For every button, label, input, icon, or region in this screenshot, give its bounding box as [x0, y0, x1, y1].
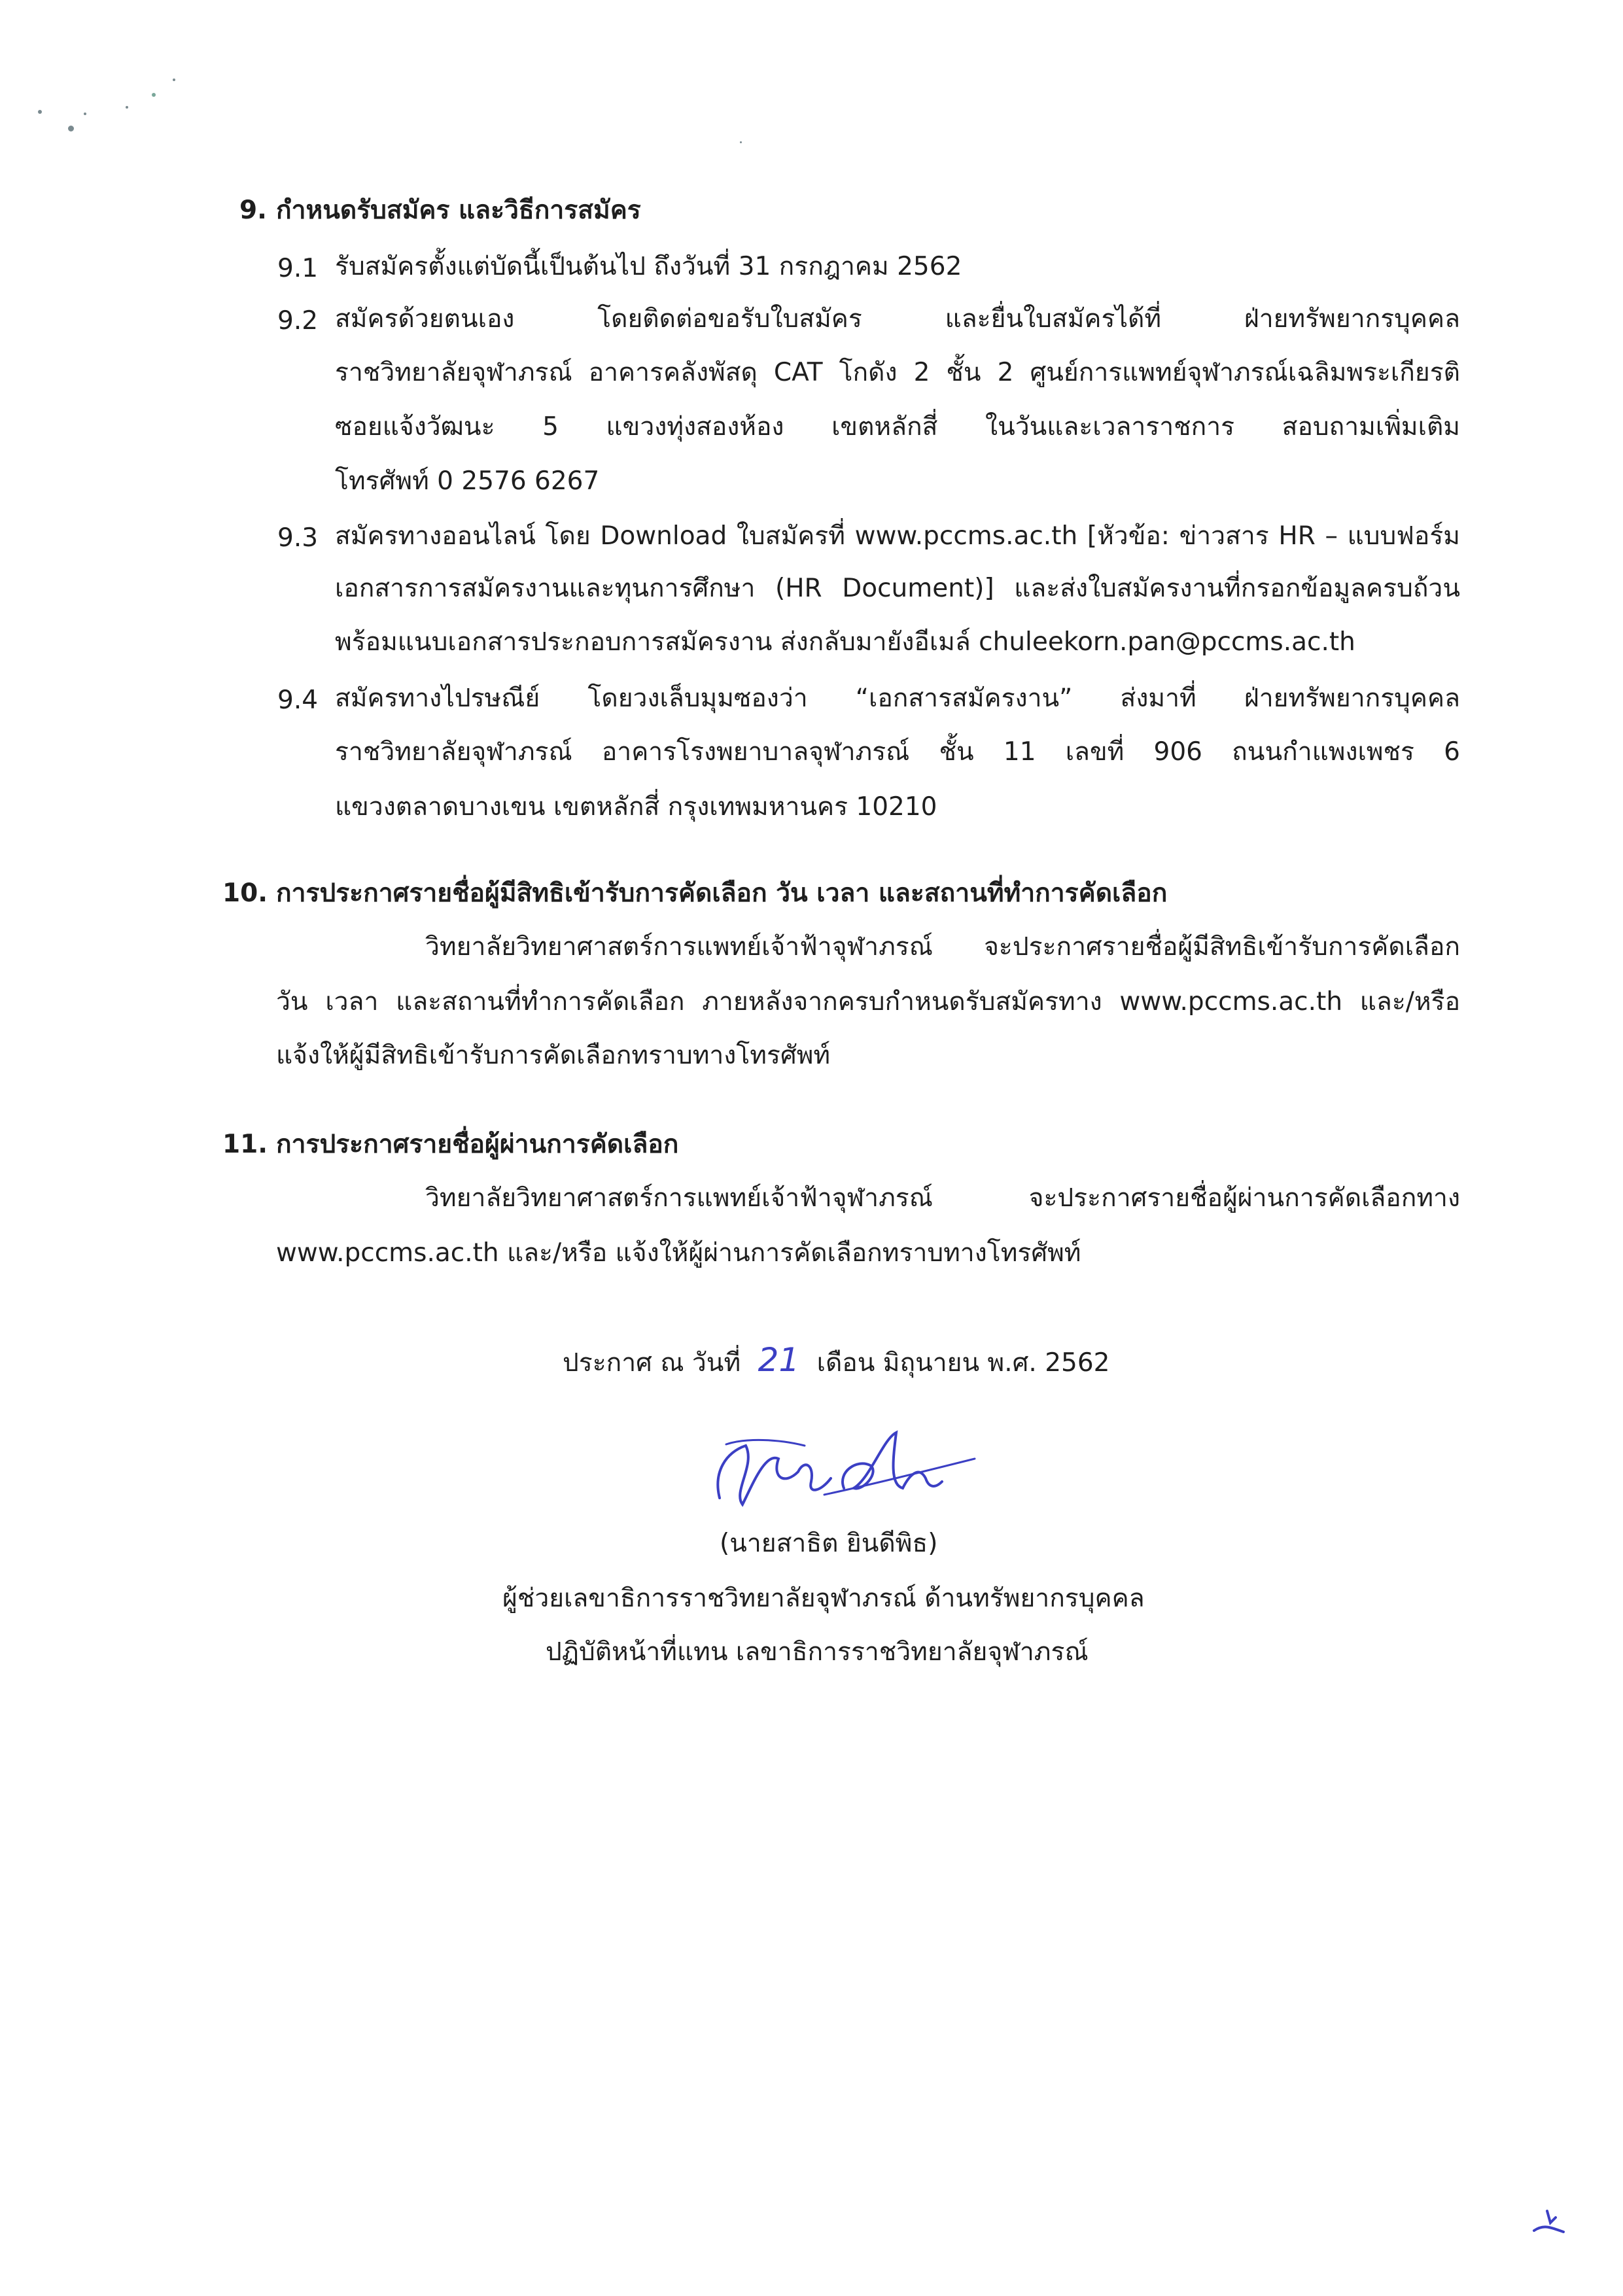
- section-10-paragraph-line: แจ้งให้ผู้มีสิทธิเข้ารับการคัดเลือกทราบทางโทรศัพท์: [276, 1041, 831, 1070]
- signatory-position-acting: ปฏิบัติหน้าที่แทน เลขาธิการราชวิทยาลัยจุฬาภรณ์: [546, 1637, 1089, 1667]
- scan-speck: [84, 113, 86, 115]
- section-9-heading: กำหนดรับสมัคร และวิธีการสมัคร: [276, 196, 641, 225]
- section-11-number: 11.: [222, 1130, 268, 1159]
- item-9-2-line: ซอยแจ้งวัฒนะ 5 แขวงทุ่งสองห้อง เขตหลักสี่ ในวันและเวลาราชการ สอบถามเพิ่มเติม: [335, 412, 1460, 442]
- section-10-number: 10.: [222, 878, 268, 908]
- section-11-paragraph-line: www.pccms.ac.th และ/หรือ แจ้งให้ผู้ผ่านการคัดเลือกทราบทางโทรศัพท์: [276, 1238, 1081, 1268]
- handwritten-day: 21: [758, 1341, 800, 1379]
- item-9-3-number: 9.3: [277, 523, 319, 553]
- scan-speck: [126, 106, 128, 109]
- item-9-2-line: โทรศัพท์ 0 2576 6267: [335, 466, 600, 496]
- initial-mark: [1531, 2204, 1570, 2237]
- item-9-2-number: 9.2: [277, 306, 319, 336]
- scan-speck: [68, 126, 74, 131]
- signatory-position: ผู้ช่วยเลขาธิการราชวิทยาลัยจุฬาภรณ์ ด้านทรัพยากรบุคคล: [502, 1584, 1145, 1613]
- section-10-paragraph-line: วัน เวลา และสถานที่ทำการคัดเลือก ภายหลังจากครบกำหนดรับสมัครทาง www.pccms.ac.th และ/หรือ: [276, 987, 1460, 1017]
- item-9-2-line: ราชวิทยาลัยจุฬาภรณ์ อาคารคลังพัสดุ CAT โกดัง 2 ชั้น 2 ศูนย์การแพทย์จุฬาภรณ์เฉลิมพระเกียรติ: [335, 358, 1460, 387]
- item-9-4-number: 9.4: [277, 686, 319, 715]
- item-9-3-line: สมัครทางออนไลน์ โดย Download ใบสมัครที่ www.pccms.ac.th [หัวข้อ: ข่าวสาร HR – แบบฟอร์ม: [335, 521, 1460, 551]
- handwritten-signature: [707, 1426, 981, 1518]
- item-9-4-line: ราชวิทยาลัยจุฬาภรณ์ อาคารโรงพยาบาลจุฬาภรณ์ ชั้น 11 เลขที่ 906 ถนนกำแพงเพชร 6: [335, 737, 1460, 767]
- item-9-1-line: รับสมัครตั้งแต่บัดนี้เป็นต้นไป ถึงวันที่ 31 กรกฎาคม 2562: [335, 252, 962, 281]
- announcement-suffix: เดือน มิถุนายน พ.ศ. 2562: [816, 1348, 1110, 1378]
- section-11-heading: การประกาศรายชื่อผู้ผ่านการคัดเลือก: [276, 1130, 679, 1159]
- item-9-3-line: เอกสารการสมัครงานและทุนการศึกษา (HR Document)] และส่งใบสมัครงานที่กรอกข้อมูลครบถ้วน: [335, 574, 1460, 603]
- announcement-prefix: ประกาศ ณ วันที่: [563, 1348, 741, 1378]
- announcement-date: [563, 1341, 1110, 1379]
- item-9-3-line: พร้อมแนบเอกสารประกอบการสมัครงาน ส่งกลับมายังอีเมล์ chuleekorn.pan@pccms.ac.th: [335, 627, 1355, 657]
- item-9-4-line: แขวงตลาดบางเขน เขตหลักสี่ กรุงเทพมหานคร 10210: [335, 792, 937, 822]
- scan-speck: [152, 93, 156, 97]
- section-9-number: 9.: [239, 196, 267, 225]
- section-11-paragraph-line: วิทยาลัยวิทยาศาสตร์การแพทย์เจ้าฟ้าจุฬาภรณ์ จะประกาศรายชื่อผู้ผ่านการคัดเลือกทาง: [425, 1183, 1460, 1213]
- section-10-paragraph-line: วิทยาลัยวิทยาศาสตร์การแพทย์เจ้าฟ้าจุฬาภรณ์ จะประกาศรายชื่อผู้มีสิทธิเข้ารับการคัดเลือก: [425, 932, 1460, 962]
- item-9-2-line: สมัครด้วยตนเอง โดยติดต่อขอรับใบสมัคร และยื่นใบสมัครได้ที่ ฝ่ายทรัพยากรบุคคล: [335, 304, 1460, 334]
- section-10-heading: การประกาศรายชื่อผู้มีสิทธิเข้ารับการคัดเลือก วัน เวลา และสถานที่ทำการคัดเลือก: [276, 878, 1168, 908]
- signatory-name: (นายสาธิต ยินดีพิธ): [720, 1529, 938, 1558]
- scan-speck: [740, 141, 742, 143]
- scan-speck: [173, 78, 175, 81]
- item-9-1-number: 9.1: [277, 254, 319, 283]
- scan-speck: [38, 110, 42, 114]
- item-9-4-line: สมัครทางไปรษณีย์ โดยวงเล็บมุมซองว่า “เอกสารสมัครงาน” ส่งมาที่ ฝ่ายทรัพยากรบุคคล: [335, 684, 1460, 713]
